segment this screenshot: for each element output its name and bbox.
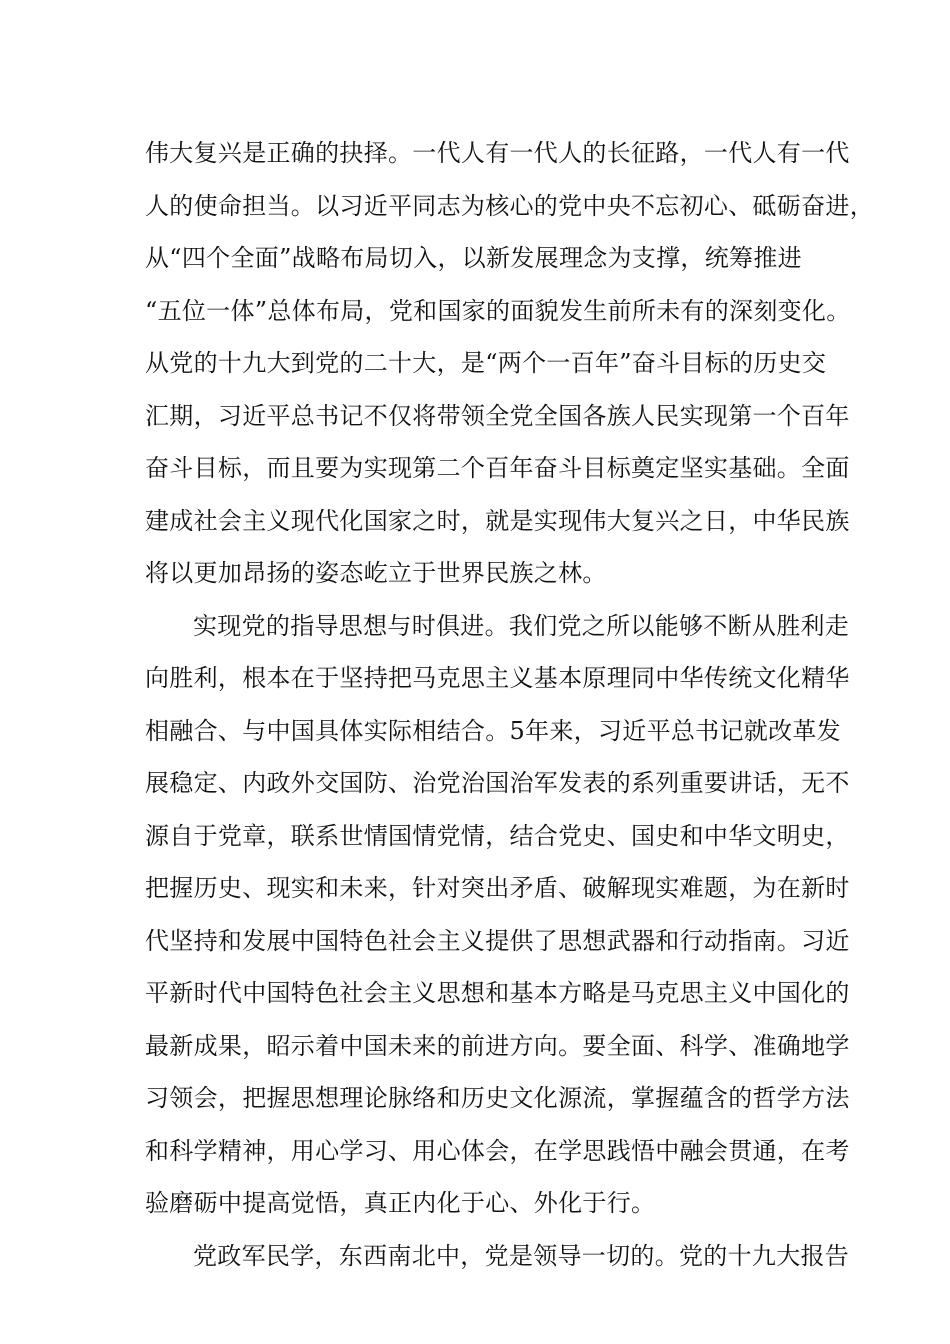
- text-line: 代坚持和发展中国特色社会主义提供了思想武器和行动指南。习近: [145, 926, 850, 955]
- text-line: 展稳定、内政外交国防、治党治国治军发表的系列重要讲话，无不: [145, 769, 850, 797]
- text-line: 平新时代中国特色社会主义思想和基本方略是马克思主义中国化的: [145, 979, 850, 1007]
- paragraph-start-line: 实现党的指导思想与时俱进。我们党之所以能够不断从胜利走: [193, 611, 850, 640]
- text-line: “五位一体”总体布局，党和国家的面貌发生前所未有的深刻变化。: [145, 296, 851, 325]
- text-line: 从党的十九大到党的二十大，是“两个一百年”奋斗目标的历史交: [145, 349, 827, 377]
- text-line: 把握历史、现实和未来，针对突出矛盾、破解现实难题，为在新时: [145, 874, 850, 902]
- text-line: 向胜利，根本在于坚持把马克思主义基本原理同中华传统文化精华: [145, 664, 850, 692]
- text-line: 和科学精神，用心学习、用心体会，在学思践悟中融会贯通，在考: [145, 1136, 850, 1165]
- text-line: 将以更加昂扬的姿态屹立于世界民族之林。: [145, 559, 607, 587]
- text-line: 验磨砺中提高觉悟，真正内化于心、外化于行。: [145, 1189, 656, 1217]
- text-line: 从“四个全面”战略布局切入，以新发展理念为支撑，统筹推进: [145, 244, 802, 272]
- text-line: 最新成果，昭示着中国未来的前进方向。要全面、科学、准确地学: [145, 1031, 850, 1060]
- paragraph-start-line: 党政军民学，东西南北中，党是领导一切的。党的十九大报告: [193, 1241, 850, 1270]
- body-text: [145, 127, 874, 1282]
- text-line: 建成社会主义现代化国家之时，就是实现伟大复兴之日，中华民族: [145, 506, 850, 535]
- text-line: 汇期，习近平总书记不仅将带领全党全国各族人民实现第一个百年: [145, 401, 850, 430]
- text-line: 人的使命担当。以习近平同志为核心的党中央不忘初心、砥砺奋进，: [145, 191, 874, 220]
- text-line: 伟大复兴是正确的抉择。一代人有一代人的长征路，一代人有一代: [145, 139, 850, 167]
- text-line: 习领会，把握思想理论脉络和历史文化源流，掌握蕴含的哲学方法: [145, 1084, 850, 1112]
- text-line: 奋斗目标，而且要为实现第二个百年奋斗目标奠定坚实基础。全面: [145, 454, 850, 482]
- text-line: 源自于党章，联系世情国情党情，结合党史、国史和中华文明史，: [145, 821, 850, 850]
- text-line: 相融合、与中国具体实际相结合。5年来，习近平总书记就改革发: [145, 716, 841, 745]
